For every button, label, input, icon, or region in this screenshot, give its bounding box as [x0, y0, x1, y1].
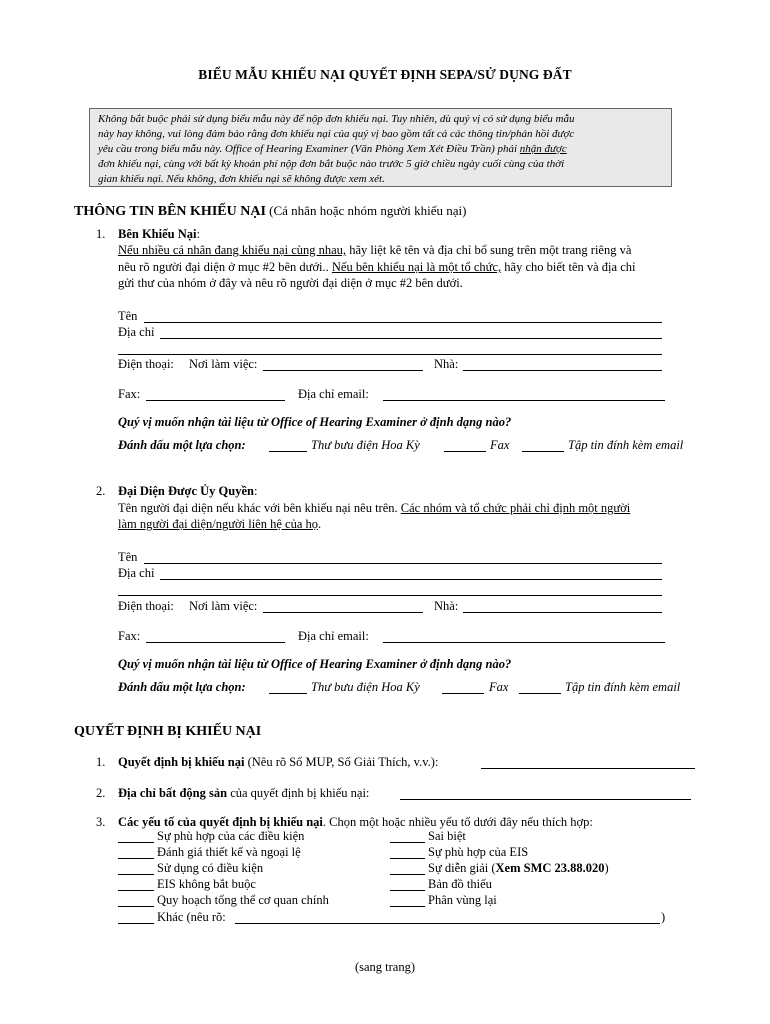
rep-fax-field[interactable] — [146, 642, 285, 643]
element-checkbox-blank[interactable] — [118, 906, 154, 907]
address-label: Địa chỉ — [118, 325, 155, 339]
rep-email-option-label: Tập tin đính kèm email — [565, 680, 681, 694]
home-phone-field[interactable] — [463, 370, 662, 371]
fax-label: Fax: — [118, 387, 141, 401]
email-option-label: Tập tin đính kèm email — [568, 438, 684, 452]
format-mark-label: Đánh dấu một lựa chọn: — [118, 438, 246, 452]
rep-work-phone-field[interactable] — [263, 612, 423, 613]
phone-label: Điện thoại: — [118, 357, 174, 371]
other-checkbox-blank[interactable] — [118, 923, 154, 924]
rep-name-field[interactable] — [144, 563, 662, 564]
name-label: Tên — [118, 309, 138, 323]
rep-fax-option-label: Fax — [489, 680, 509, 694]
appellant-label: Bên Khiếu Nại: — [118, 227, 200, 241]
property-address-label: Địa chỉ bất động sản của quyết định bị khiếu nại: — [118, 786, 370, 800]
appellant-desc-line: nêu rõ người đại diện ở mục #2 bên dưới.. Nếu bên khiếu nại là một tổ chức, hãy cho biết tên và địa chỉ — [118, 260, 636, 274]
home-phone-label: Nhà: — [434, 357, 459, 371]
element-label: EIS không bắt buộc — [157, 877, 256, 891]
rep-address-field[interactable] — [160, 579, 662, 580]
appellant-section-heading: THÔNG TIN BÊN KHIẾU NẠI (Cá nhân hoặc nhóm người khiếu nại) — [74, 203, 467, 219]
appellant-desc-line: Nếu nhiều cá nhân đang khiếu nại cùng nhau, hãy liệt kê tên và địa chỉ bổ sung trên một trang riêng và — [118, 243, 632, 257]
rep-work-phone-label: Nơi làm việc: — [189, 599, 258, 613]
element-checkbox-blank[interactable] — [390, 874, 425, 875]
rep-mail-option-blank[interactable] — [269, 693, 307, 694]
appellant-number: 1. — [96, 227, 106, 241]
element-checkbox-blank[interactable] — [390, 906, 425, 907]
rep-email-field[interactable] — [383, 642, 665, 643]
decision-appealed-field[interactable] — [481, 768, 695, 769]
representative-desc-line: Tên người đại diện nếu khác với bên khiếu nại nêu trên. Các nhóm và tổ chức phải chỉ định một người — [118, 501, 631, 515]
element-checkbox-blank[interactable] — [118, 890, 154, 891]
rep-phone-label: Điện thoại: — [118, 599, 174, 613]
email-option-blank[interactable] — [522, 451, 564, 452]
representative-desc-line: làm người đại diện/người liên hệ của họ. — [118, 517, 322, 531]
rep-mail-option-label: Thư bưu điện Hoa Kỳ — [311, 680, 420, 694]
representative-number: 2. — [96, 484, 106, 498]
work-phone-field[interactable] — [263, 370, 423, 371]
element-label: Phân vùng lại — [428, 893, 497, 907]
element-label: Sự phù hợp của các điều kiện — [157, 829, 305, 843]
email-field[interactable] — [383, 400, 665, 401]
fax-option-label: Fax — [490, 438, 510, 452]
fax-option-blank[interactable] — [444, 451, 486, 452]
rep-email-option-blank[interactable] — [519, 693, 561, 694]
element-label: Đánh giá thiết kế và ngoại lệ — [157, 845, 301, 859]
element-checkbox-blank[interactable] — [118, 842, 154, 843]
other-field[interactable] — [235, 923, 660, 924]
rep-email-label: Địa chỉ email: — [298, 629, 369, 643]
other-close-paren: ) — [661, 910, 666, 924]
decision-section-heading: QUYẾT ĐỊNH BỊ KHIẾU NẠI — [74, 724, 262, 739]
notice-line: này hay không, vui lòng đảm bảo rằng đơn khiếu nại của quý vị bao gồm tất cả các thông tin/phản hồi được — [98, 128, 575, 140]
rep-format-question: Quý vị muốn nhận tài liệu từ Office of Hearing Examiner ở định dạng nào? — [118, 657, 512, 671]
element-checkbox-blank[interactable] — [118, 874, 154, 875]
rep-format-mark-label: Đánh dấu một lựa chọn: — [118, 680, 246, 694]
email-label: Địa chỉ email: — [298, 387, 369, 401]
element-label: Sự diễn giải (Xem SMC 23.88.020) — [428, 861, 609, 875]
element-label: Quy hoạch tổng thể cơ quan chính — [157, 893, 329, 907]
continued-footer: (sang trang) — [354, 960, 416, 974]
name-field[interactable] — [144, 322, 662, 323]
elements-label: Các yếu tố của quyết định bị khiếu nại. Chọn một hoặc nhiều yếu tố dưới đây nếu thích hợp: — [118, 815, 593, 829]
address-field[interactable] — [160, 338, 662, 339]
form-title: BIỂU MẪU KHIẾU NẠI QUYẾT ĐỊNH SEPA/SỬ DỤNG ĐẤT — [198, 67, 572, 82]
appellant-desc-line: gửi thư của nhóm ở đây và nêu rõ người đại diện ở mục #2 bên dưới. — [118, 276, 463, 290]
notice-line: Không bắt buộc phải sử dụng biểu mẫu này để nộp đơn khiếu nại. Tuy nhiên, dù quý vị có sử dụng biểu mẫu — [98, 113, 575, 125]
element-checkbox-blank[interactable] — [390, 842, 425, 843]
fax-field[interactable] — [146, 400, 285, 401]
element-label: Bản đồ thiếu — [428, 877, 492, 891]
rep-address-label: Địa chỉ — [118, 566, 155, 580]
address-field-line2[interactable] — [118, 354, 662, 355]
rep-name-label: Tên — [118, 550, 138, 564]
decision-item-number: 1. — [96, 755, 106, 769]
rep-home-phone-label: Nhà: — [434, 599, 459, 613]
representative-label: Đại Diện Được Ủy Quyền: — [118, 484, 258, 498]
element-checkbox-blank[interactable] — [390, 858, 425, 859]
mail-option-blank[interactable] — [269, 451, 307, 452]
decision-appealed-label: Quyết định bị khiếu nại (Nêu rõ Số MUP, Số Giải Thích, v.v.): — [118, 755, 439, 769]
property-address-field[interactable] — [400, 799, 691, 800]
notice-line: đơn khiếu nại, cùng với bất kỳ khoản phí nộp đơn bắt buộc nào trước 5 giờ chiều ngày cuối cùng của thời — [98, 158, 565, 170]
decision-item-number: 2. — [96, 786, 106, 800]
notice-box — [89, 108, 672, 187]
rep-fax-label: Fax: — [118, 629, 141, 643]
element-checkbox-blank[interactable] — [118, 858, 154, 859]
rep-fax-option-blank[interactable] — [442, 693, 484, 694]
decision-item-number: 3. — [96, 815, 106, 829]
notice-line: yêu cầu trong biểu mẫu này. Office of Hearing Examiner (Văn Phòng Xem Xét Điều Trần) phải nhận được — [98, 143, 567, 155]
rep-address-field-line2[interactable] — [118, 595, 662, 596]
other-label: Khác (nêu rõ: — [157, 910, 226, 924]
work-phone-label: Nơi làm việc: — [189, 357, 258, 371]
format-question: Quý vị muốn nhận tài liệu từ Office of Hearing Examiner ở định dạng nào? — [118, 415, 512, 429]
rep-home-phone-field[interactable] — [463, 612, 662, 613]
element-label: Sai biệt — [428, 829, 466, 843]
mail-option-label: Thư bưu điện Hoa Kỳ — [311, 438, 420, 452]
element-label: Sử dụng có điều kiện — [157, 861, 264, 875]
notice-line: gian khiếu nại. Nếu không, đơn khiếu nại sẽ không được xem xét. — [98, 173, 385, 185]
element-checkbox-blank[interactable] — [390, 890, 425, 891]
element-label: Sự phù hợp của EIS — [428, 845, 529, 859]
